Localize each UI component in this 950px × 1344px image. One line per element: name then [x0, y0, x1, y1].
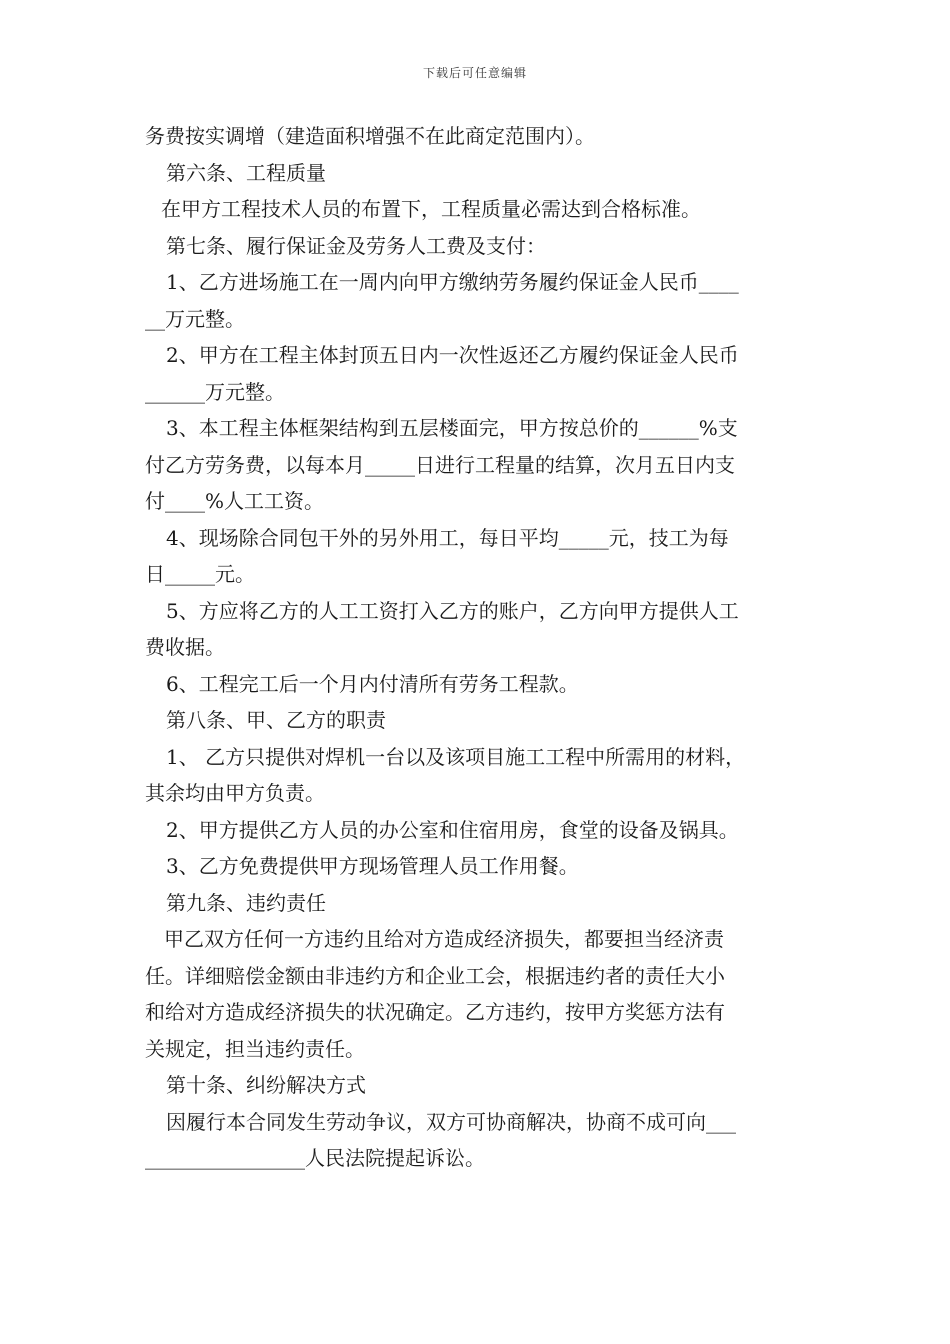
paragraph-line: 因履行本合同发生劳动争议，双方可协商解决，协商不成可向___: [166, 1109, 736, 1134]
page-header-note: 下载后可任意编辑: [422, 66, 527, 80]
clause-line: __万元整。: [145, 306, 245, 331]
clause-line: 付乙方劳务费，以每本月_____日进行工程量的结算，次月五日内支: [145, 452, 735, 477]
clause-line: ______万元整。: [145, 379, 285, 404]
clause-line: 3、乙方免费提供甲方现场管理人员工作用餐。: [166, 854, 579, 878]
paragraph-line: 关规定，担当违约责任。: [145, 1036, 365, 1061]
document-body: [145, 118, 810, 1177]
clause-line: 2、甲方在工程主体封顶五日内一次性返还乙方履约保证金人民币: [166, 343, 739, 367]
clause-line: 5、方应将乙方的人工工资打入乙方的账户，乙方向甲方提供人工: [166, 598, 739, 623]
clause-line: 1、 乙方只提供对焊机一台以及该项目施工工程中所需用的材料，: [166, 744, 746, 769]
clause-line: 1、乙方进场施工在一周内向甲方缴纳劳务履约保证金人民币____: [166, 270, 739, 294]
section-heading-9: 第九条、违约责任: [166, 890, 326, 915]
clause-line: 其余均由甲方负责。: [145, 781, 325, 805]
clause-line: 付____%人工工资。: [145, 489, 325, 513]
paragraph-line: 任。详细赔偿金额由非违约方和企业工会，根据违约者的责任大小: [145, 963, 725, 988]
paragraph-line: 和给对方造成经济损失的状况确定。乙方违约，按甲方奖惩方法有: [145, 1000, 725, 1024]
clause-line: 费收据。: [145, 635, 225, 659]
paragraph-line: ________________人民法院提起诉讼。: [145, 1146, 485, 1170]
paragraph-line: 在甲方工程技术人员的布置下，工程质量必需达到合格标准。: [161, 197, 701, 221]
section-heading-10: 第十条、纠纷解决方式: [166, 1073, 366, 1097]
paragraph-line: 甲乙双方任何一方违约且给对方造成经济损失，都要担当经济责: [164, 927, 724, 951]
clause-line: 2、甲方提供乙方人员的办公室和住宿用房，食堂的设备及锅具。: [166, 817, 739, 842]
clause-line: 日_____元。: [145, 562, 255, 586]
section-heading-8: 第八条、甲、乙方的职责: [166, 708, 386, 732]
clause-line: 6、工程完工后一个月内付清所有劳务工程款。: [166, 671, 579, 696]
paragraph-line: 务费按实调增（建造面积增强不在此商定范围内）。: [145, 124, 595, 148]
section-heading-6: 第六条、工程质量: [166, 160, 326, 185]
section-heading-7: 第七条、履行保证金及劳务人工费及支付：: [166, 233, 546, 258]
clause-line: 3、本工程主体框架结构到五层楼面完，甲方按总价的______%支: [166, 416, 738, 440]
clause-line: 4、现场除合同包干外的另外用工，每日平均_____元，技工为每: [166, 525, 729, 550]
